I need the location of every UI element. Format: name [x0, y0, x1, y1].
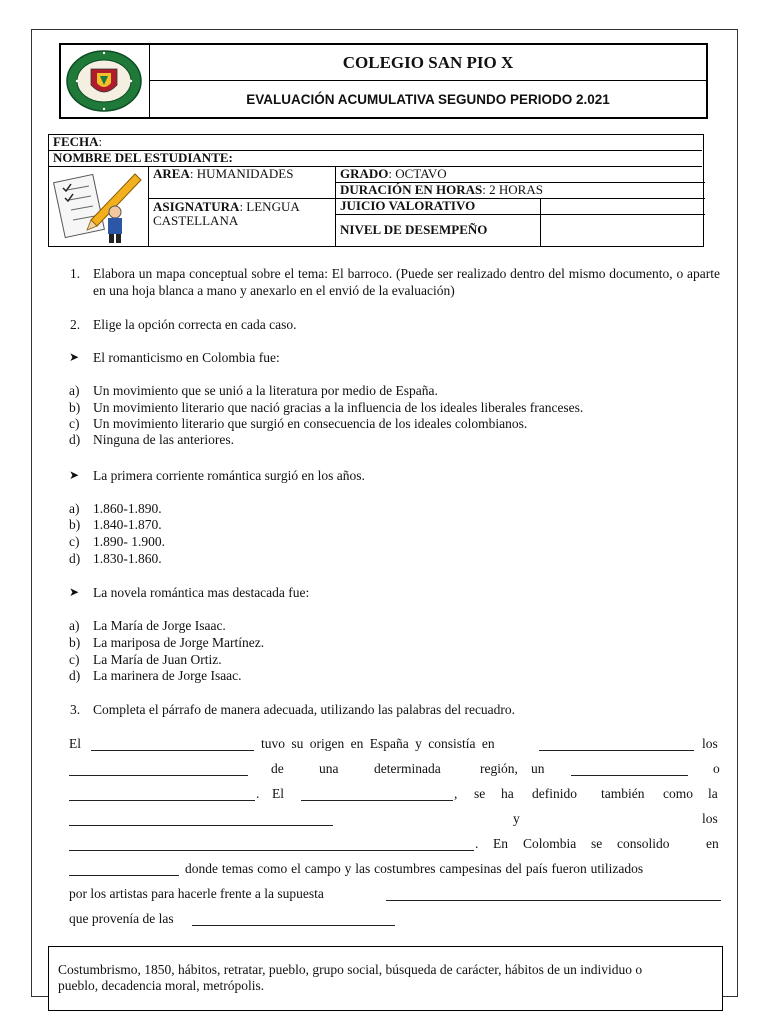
q3-number: 3. [70, 702, 81, 717]
paragraph-word: determinada [374, 761, 441, 776]
paragraph-word: como [663, 786, 693, 801]
q1-number: 1. [70, 266, 81, 281]
word-bank-text: Costumbrismo, 1850, hábitos, retratar, pueblo, grupo social, búsqueda de carácter, hábitos de un individuo o pueblo, decadencia moral, metrópolis. [58, 962, 643, 993]
option-text[interactable]: 1.890- 1.900. [93, 534, 165, 549]
paragraph-word: la [708, 786, 718, 801]
q2-number: 2. [70, 317, 81, 332]
paragraph-word: en [706, 836, 719, 851]
paragraph-word: o [713, 761, 720, 776]
sub1-prompt: El romanticismo en Colombia fue: [93, 350, 280, 365]
paragraph-word: ha [501, 786, 514, 801]
blank-field[interactable] [69, 875, 179, 876]
student-info-table [48, 134, 704, 247]
blank-field[interactable] [571, 775, 688, 776]
school-name: COLEGIO SAN PIO X [150, 45, 706, 81]
grado-field: GRADO: OCTAVO [340, 166, 447, 181]
blank-field[interactable] [386, 900, 721, 901]
sub2-prompt: La primera corriente romántica surgió en los años. [93, 468, 365, 483]
area-field: AREA: HUMANIDADES [153, 166, 294, 181]
q1-text: Elabora un mapa conceptual sobre el tema: El barroco. (Puede ser realizado dentro del mismo documento, o aparte en una hoja blanca a mano y anexarlo en el envió de la evaluación) [93, 266, 720, 298]
option-letter: d) [69, 551, 81, 566]
option-text[interactable]: La María de Juan Ortiz. [93, 652, 222, 667]
option-letter: c) [69, 652, 80, 667]
student-name-field[interactable]: NOMBRE DEL ESTUDIANTE: [53, 150, 233, 165]
juicio-valorativo-input[interactable] [541, 199, 701, 214]
juicio-valorativo-label: JUICIO VALORATIVO [340, 198, 476, 213]
blank-field[interactable] [301, 800, 453, 801]
blank-field[interactable] [69, 825, 333, 826]
blank-field[interactable] [69, 850, 474, 851]
paragraph-word: se [474, 786, 486, 801]
paragraph-word: consolido [617, 836, 670, 851]
blank-field[interactable] [192, 925, 395, 926]
paragraph-word: , [454, 786, 458, 801]
option-text[interactable]: 1.840-1.870. [93, 517, 162, 532]
option-text[interactable]: Ninguna de las anteriores. [93, 432, 234, 447]
q2-text: Elige la opción correcta en cada caso. [93, 317, 297, 332]
option-letter: c) [69, 534, 80, 549]
option-letter: a) [69, 618, 80, 633]
paragraph-word: . [475, 836, 479, 851]
option-text[interactable]: La mariposa de Jorge Martínez. [93, 635, 265, 650]
word-bank-box [48, 946, 723, 1011]
paragraph-word: una [319, 761, 339, 776]
paragraph-word: un [531, 761, 545, 776]
asignatura-field: ASIGNATURA: LENGUA CASTELLANA [153, 199, 300, 228]
paragraph-word: . [256, 786, 260, 801]
option-letter: a) [69, 383, 80, 398]
option-letter: c) [69, 416, 80, 431]
option-text[interactable]: Un movimiento literario que nació gracias a la influencia de los ideales liberales franceses. [93, 400, 584, 415]
option-letter: d) [69, 432, 81, 447]
option-letter: b) [69, 400, 81, 415]
evaluation-title: EVALUACIÓN ACUMULATIVA SEGUNDO PERIODO 2.021 [246, 91, 610, 107]
option-text[interactable]: Un movimiento literario que surgió en consecuencia de los ideales colombianos. [93, 416, 528, 431]
option-text[interactable]: 1.860-1.890. [93, 501, 162, 516]
option-letter: a) [69, 501, 80, 516]
paragraph-word: los [702, 736, 718, 751]
paragraph-text: tuvo su origen en España y consistía en [261, 736, 495, 751]
option-text[interactable]: La María de Jorge Isaac. [93, 618, 226, 633]
arrow-bullet-icon: ➤ [69, 585, 80, 599]
paragraph-word: los [702, 811, 718, 826]
nivel-desempeno-label: NIVEL DE DESEMPEÑO [340, 222, 488, 237]
q3-text: Completa el párrafo de manera adecuada, utilizando las palabras del recuadro. [93, 702, 516, 717]
option-letter: d) [69, 668, 81, 683]
blank-field[interactable] [69, 775, 248, 776]
option-letter: b) [69, 517, 81, 532]
paragraph-text: donde temas como el campo y las costumbres campesinas del país fueron utilizados [185, 861, 644, 876]
nivel-desempeno-input[interactable] [541, 215, 701, 245]
option-text[interactable]: Un movimiento que se unió a la literatura por medio de España. [93, 383, 438, 398]
paragraph-word: definido [532, 786, 577, 801]
blank-field[interactable] [91, 750, 254, 751]
blank-field[interactable] [539, 750, 694, 751]
paragraph-text: que provenía de las [69, 911, 174, 926]
option-text[interactable]: La marinera de Jorge Isaac. [93, 668, 242, 683]
paragraph-word: región, [480, 761, 518, 776]
duracion-field: DURACIÓN EN HORAS: 2 HORAS [340, 182, 543, 197]
header-box [59, 43, 708, 119]
option-text[interactable]: 1.830-1.860. [93, 551, 162, 566]
paragraph-word: se [591, 836, 603, 851]
paragraph-word: En [493, 836, 508, 851]
paragraph-word: y [513, 811, 520, 826]
paragraph-word: El [272, 786, 284, 801]
paragraph-word: Colombia [523, 836, 577, 851]
blank-field[interactable] [69, 800, 255, 801]
paragraph-word: El [69, 736, 81, 751]
arrow-bullet-icon: ➤ [69, 350, 80, 364]
checklist-clipart [51, 168, 145, 247]
sub3-prompt: La novela romántica mas destacada fue: [93, 585, 310, 600]
fecha-field[interactable]: FECHA: [53, 134, 103, 149]
paragraph-word: también [601, 786, 645, 801]
school-logo [61, 45, 150, 117]
paragraph-text: por los artistas para hacerle frente a la supuesta [69, 886, 324, 901]
arrow-bullet-icon: ➤ [69, 468, 80, 482]
paragraph-word: de [271, 761, 284, 776]
option-letter: b) [69, 635, 81, 650]
